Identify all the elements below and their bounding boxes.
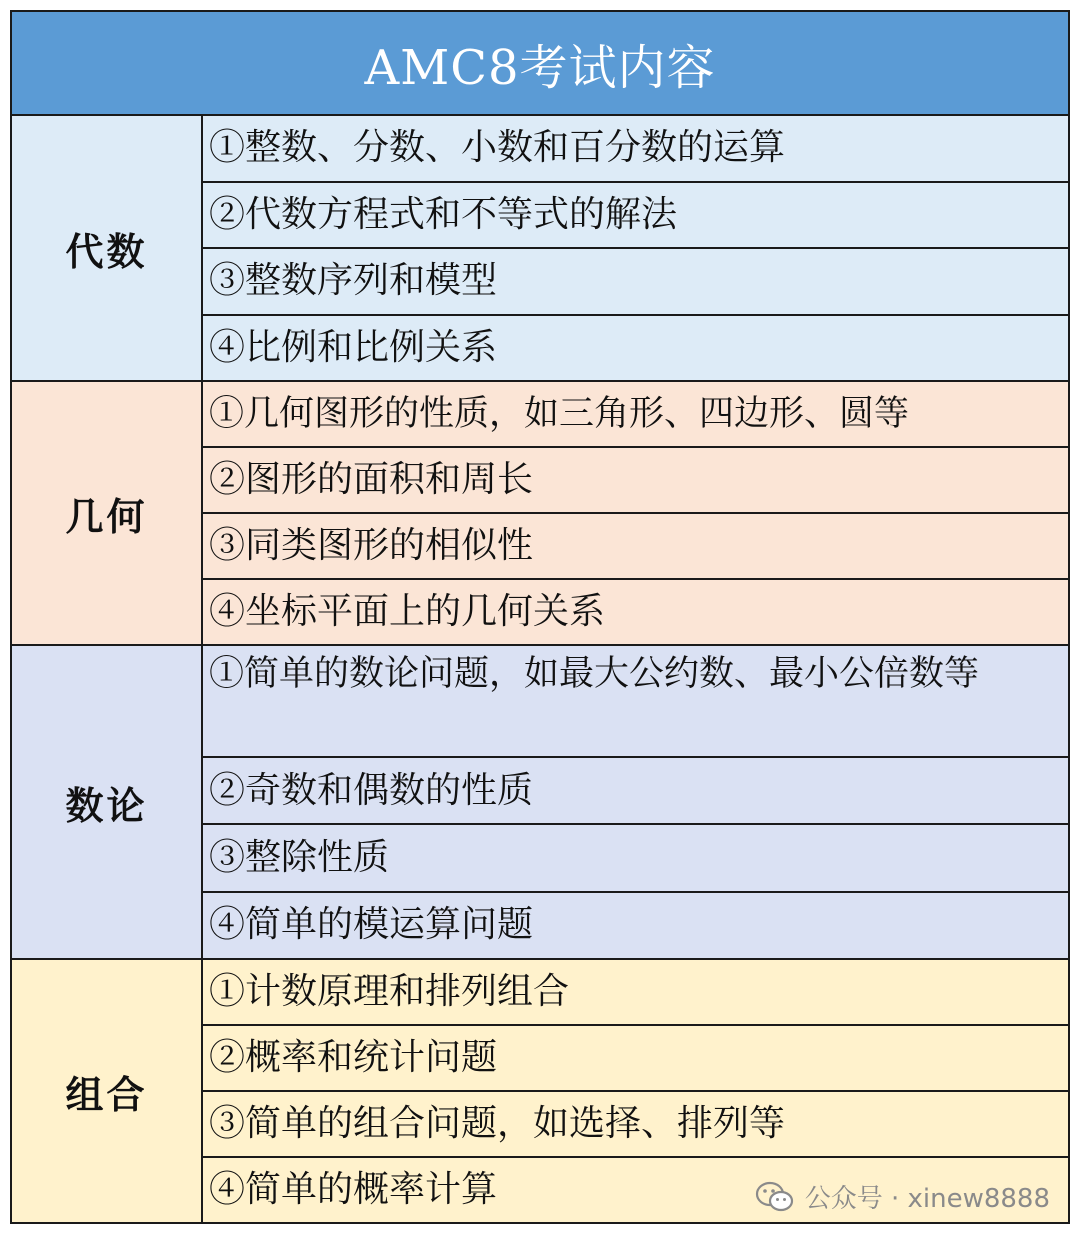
- wechat-icon: [755, 1180, 795, 1214]
- list-item: ③整数序列和模型: [203, 249, 1068, 316]
- list-item: ②概率和统计问题: [203, 1026, 1068, 1092]
- category-label: [12, 382, 203, 644]
- list-item: ①几何图形的性质，如三角形、四边形、圆等: [203, 382, 1068, 448]
- list-item: ①整数、分数、小数和百分数的运算: [203, 116, 1068, 183]
- item-list: [203, 382, 1068, 644]
- list-item: ④比例和比例关系: [209, 326, 498, 368]
- list-item: ④简单的模运算问题: [209, 904, 534, 946]
- category-label: [12, 116, 203, 380]
- category-name-combinatorics: 组合: [65, 1072, 148, 1117]
- section-number-theory: [12, 646, 1068, 960]
- category-name-number-theory: 数论: [65, 783, 148, 828]
- watermark: [755, 1178, 1050, 1215]
- item-list: [203, 116, 1068, 380]
- list-item: ③同类图形的相似性: [203, 514, 1068, 580]
- category-name-algebra: 代数: [65, 229, 148, 274]
- list-item: ①简单的数论问题，如最大公约数、最小公倍数等: [203, 646, 1068, 758]
- list-item: ④简单的概率计算: [209, 1169, 498, 1210]
- content-table: [10, 10, 1070, 1224]
- list-item: ②图形的面积和周长: [203, 448, 1068, 514]
- section-geometry: [12, 382, 1068, 646]
- list-item: ③整除性质: [203, 825, 1068, 892]
- category-label: [12, 646, 203, 958]
- table-title: AMC8考试内容: [364, 39, 716, 96]
- watermark-text: 公众号 · xinew8888: [804, 1184, 1050, 1214]
- list-item: ③简单的组合问题，如选择、排列等: [203, 1092, 1068, 1158]
- list-item: ②代数方程式和不等式的解法: [203, 183, 1068, 250]
- list-item: ④坐标平面上的几何关系: [209, 591, 606, 632]
- section-algebra: [12, 116, 1068, 382]
- table-header: [12, 12, 1068, 116]
- list-item: ①计数原理和排列组合: [203, 960, 1068, 1026]
- item-list: [203, 646, 1068, 958]
- list-item: ②奇数和偶数的性质: [203, 758, 1068, 825]
- category-label: [12, 960, 203, 1222]
- category-name-geometry: 几何: [65, 494, 148, 539]
